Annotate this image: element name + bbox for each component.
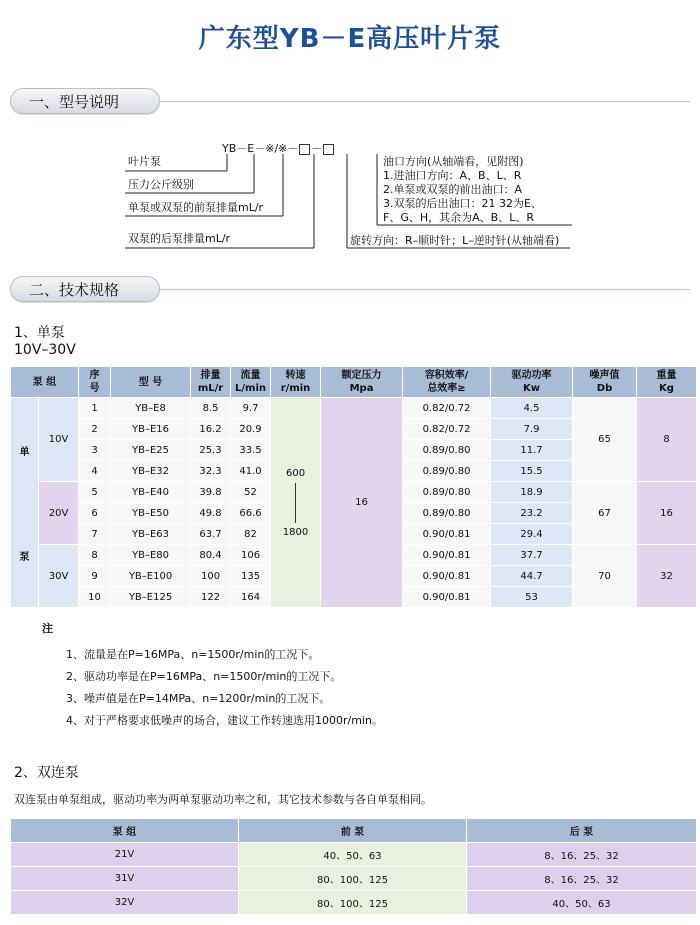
row-model: YB–E32 (111, 461, 191, 482)
row-flow: 66.6 (231, 503, 271, 524)
row-flow: 106 (231, 545, 271, 566)
dual-cell: 80、100、125 (239, 891, 467, 915)
row-power: 11.7 (491, 440, 573, 461)
row-no: 3 (79, 440, 111, 461)
code-dash: － (287, 142, 299, 155)
dual-col-group: 泵 组 (11, 819, 239, 843)
group-name: 20V (39, 482, 79, 545)
group-name: 30V (39, 545, 79, 608)
col-no: 序 号 (79, 367, 111, 398)
col-efficiency: 容积效率/ 总效率≥ (403, 367, 491, 398)
col-group: 泵 组 (11, 367, 79, 398)
rated-pressure: 16 (321, 398, 403, 608)
row-efficiency: 0.90/0.81 (403, 566, 491, 587)
row-displacement: 39.8 (191, 482, 231, 503)
dual-pump-description: 双连泵由单泵组成，驱动功率为两单泵驱动功率之和，其它技术参数与各自单泵相同。 (14, 793, 432, 806)
dual-cell: 8、16、25、32 (467, 867, 697, 891)
row-flow: 41.0 (231, 461, 271, 482)
row-displacement: 63.7 (191, 524, 231, 545)
row-efficiency: 0.89/0.80 (403, 440, 491, 461)
row-displacement: 100 (191, 566, 231, 587)
label-front-displacement: 单泵或双泵的前泵排量mL/r (128, 201, 264, 214)
dual-cell: 21V (11, 843, 239, 867)
row-power: 29.4 (491, 524, 573, 545)
row-no: 9 (79, 566, 111, 587)
row-model: YB–E100 (111, 566, 191, 587)
table-row (11, 843, 697, 867)
col-weight: 重量 Kg (637, 367, 697, 398)
col-noise: 噪声值 Db (573, 367, 637, 398)
notes-title: 注 (42, 622, 53, 635)
row-flow: 82 (231, 524, 271, 545)
port-line: 2.单泵或双泵的前出油口：A (383, 183, 523, 196)
code-star2: ※ (278, 142, 288, 155)
col-model: 型 号 (111, 367, 191, 398)
dual-cell: 40、50、63 (467, 891, 697, 915)
row-flow: 20.9 (231, 419, 271, 440)
row-efficiency: 0.82/0.72 (403, 398, 491, 419)
single-pump-table (10, 366, 697, 608)
speed-range (271, 398, 321, 608)
row-no: 1 (79, 398, 111, 419)
row-power: 44.7 (491, 566, 573, 587)
port-line: 1.进油口方向：A、B、L、R (383, 169, 522, 182)
row-efficiency: 0.89/0.80 (403, 503, 491, 524)
port-line: 3.双泵的后出油口：21 32为E、 (383, 197, 542, 210)
dual-cell: 80、100、125 (239, 867, 467, 891)
model-code-diagram (0, 0, 700, 260)
row-displacement: 80.4 (191, 545, 231, 566)
row-model: YB–E50 (111, 503, 191, 524)
note-item: 3、噪声值是在P=14MPa、n=1200r/min的工况下。 (66, 692, 331, 705)
label-pressure-grade: 压力公斤级别 (128, 178, 194, 191)
code-prefix: YB－E－ (222, 142, 266, 155)
row-power: 18.9 (491, 482, 573, 503)
section-model-label: 一、型号说明 (10, 88, 160, 114)
label-vane-pump: 叶片泵 (128, 155, 161, 168)
col-displacement: 排量 mL/r (191, 367, 231, 398)
table-row (11, 867, 697, 891)
pump-type-char: 泵 (19, 551, 30, 563)
row-efficiency: 0.89/0.80 (403, 461, 491, 482)
col-power: 驱动功率 Kw (491, 367, 573, 398)
port-direction-block (383, 155, 542, 225)
group-weight: 32 (637, 545, 697, 608)
row-flow: 164 (231, 587, 271, 608)
dual-cell: 8、16、25、32 (467, 843, 697, 867)
row-efficiency: 0.90/0.81 (403, 587, 491, 608)
row-power: 7.9 (491, 419, 573, 440)
single-pump-range: 10V–30V (14, 342, 76, 358)
row-model: YB–E16 (111, 419, 191, 440)
row-no: 6 (79, 503, 111, 524)
row-model: YB–E25 (111, 440, 191, 461)
row-efficiency: 0.90/0.81 (403, 524, 491, 545)
row-flow: 52 (231, 482, 271, 503)
port-line: 油口方向(从轴端看，见附图) (383, 155, 524, 168)
table-header-row (11, 367, 697, 398)
note-item: 2、驱动功率是在P=16MPa、n=1500r/min的工况下。 (66, 670, 342, 683)
row-displacement: 49.8 (191, 503, 231, 524)
dual-cell: 31V (11, 867, 239, 891)
row-efficiency: 0.89/0.80 (403, 482, 491, 503)
dual-cell: 32V (11, 891, 239, 915)
row-flow: 33.5 (231, 440, 271, 461)
rotation-direction: 旋转方向：R–顺时针；L–逆时针(从轴端看) (350, 234, 560, 247)
col-pressure: 额定压力 Mpa (321, 367, 403, 398)
row-power: 4.5 (491, 398, 573, 419)
port-line: F、G、H，其余为A、B、L、R (383, 211, 534, 224)
row-displacement: 32.3 (191, 461, 231, 482)
speed-low: 600 (285, 467, 306, 479)
table-row (11, 891, 697, 915)
row-no: 7 (79, 524, 111, 545)
group-noise: 67 (573, 482, 637, 545)
label-rear-displacement: 双泵的后泵排量mL/r (128, 232, 231, 245)
row-no: 2 (79, 419, 111, 440)
row-no: 4 (79, 461, 111, 482)
row-displacement: 8.5 (191, 398, 231, 419)
pump-type-char: 单 (19, 446, 30, 458)
group-weight: 16 (637, 482, 697, 545)
section-rule (160, 289, 690, 290)
group-name: 10V (39, 398, 79, 482)
dual-col-front: 前 泵 (239, 819, 467, 843)
dual-col-rear: 后 泵 (467, 819, 697, 843)
row-displacement: 122 (191, 587, 231, 608)
row-power: 23.2 (491, 503, 573, 524)
col-flow: 流量 L/min (231, 367, 271, 398)
note-item: 4、对于严格要求低噪声的场合，建议工作转速选用1000r/min。 (66, 714, 383, 727)
group-noise: 70 (573, 545, 637, 608)
row-displacement: 25.3 (191, 440, 231, 461)
row-efficiency: 0.90/0.81 (403, 545, 491, 566)
code-dash2: － (311, 142, 323, 155)
row-power: 15.5 (491, 461, 573, 482)
row-model: YB–E125 (111, 587, 191, 608)
pump-type-label (11, 398, 39, 608)
single-pump-heading: 1、单泵 (14, 325, 65, 341)
row-model: YB–E40 (111, 482, 191, 503)
note-item: 1、流量是在P=16MPa、n=1500r/min的工况下。 (66, 648, 320, 661)
row-flow: 9.7 (231, 398, 271, 419)
group-noise: 65 (573, 398, 637, 482)
dual-cell: 40、50、63 (239, 843, 467, 867)
row-displacement: 16.2 (191, 419, 231, 440)
row-model: YB–E63 (111, 524, 191, 545)
table-row (11, 398, 697, 419)
notes-list (66, 644, 383, 732)
row-efficiency: 0.82/0.72 (403, 419, 491, 440)
row-no: 8 (79, 545, 111, 566)
code-star1: ※ (265, 142, 275, 155)
page-title: 广东型YB－E高压叶片泵 (198, 24, 502, 54)
group-weight: 8 (637, 398, 697, 482)
code-slash: / (274, 142, 279, 155)
dual-header-row (11, 819, 697, 843)
dual-pump-heading: 2、双连泵 (14, 765, 79, 781)
col-speed: 转速 r/min (271, 367, 321, 398)
row-model: YB–E8 (111, 398, 191, 419)
row-power: 53 (491, 587, 573, 608)
dual-pump-table (10, 818, 697, 915)
row-no: 5 (79, 482, 111, 503)
section-spec-label: 二、技术规格 (10, 276, 160, 302)
row-power: 37.7 (491, 545, 573, 566)
speed-high: 1800 (282, 526, 309, 538)
row-no: 10 (79, 587, 111, 608)
row-flow: 135 (231, 566, 271, 587)
row-model: YB–E80 (111, 545, 191, 566)
